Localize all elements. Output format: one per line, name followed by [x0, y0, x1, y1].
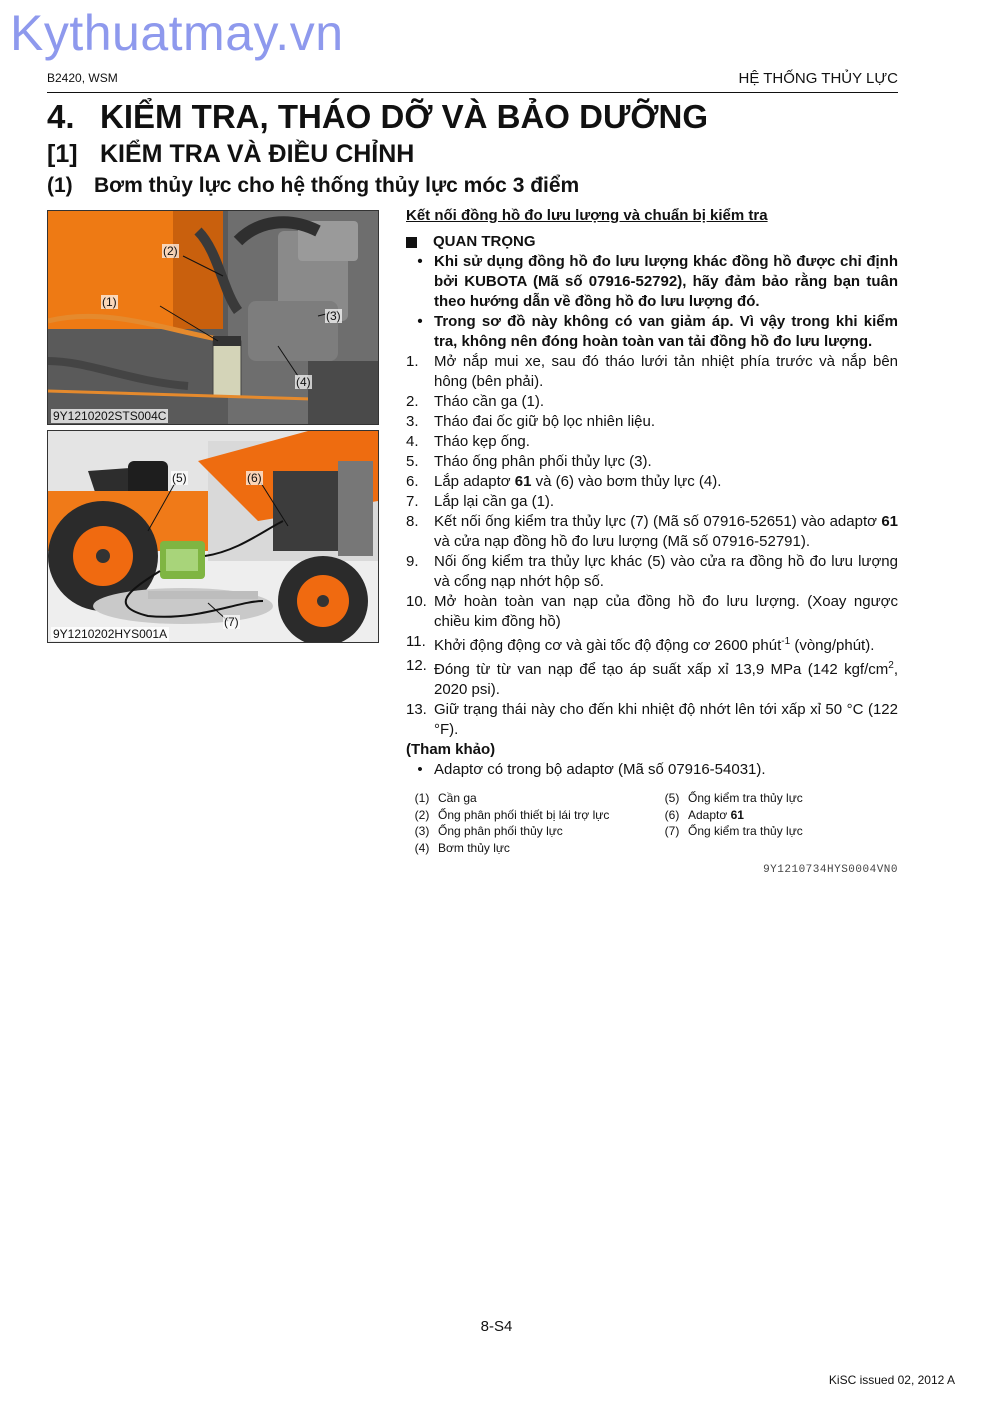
legend	[406, 790, 898, 856]
step-item	[406, 492, 898, 512]
adapter-code: 61	[514, 473, 532, 490]
step-item	[406, 656, 898, 700]
step-text: Mở nắp mui xe, sau đó tháo lưới tản nhiệt phía trước và nắp bên hông (bên phải).	[434, 353, 898, 390]
list-item	[406, 312, 898, 352]
legend-number: (4)	[414, 840, 430, 855]
legend-number: (2)	[414, 807, 430, 822]
photo-code: 9Y1210202STS004C	[53, 409, 167, 423]
step-number: 9.	[406, 553, 419, 570]
callout-7: (7)	[224, 615, 239, 629]
step-item	[406, 700, 898, 740]
step-text-part: Khởi động động cơ và gài tốc độ động cơ 2600 phút	[434, 637, 782, 654]
square-bullet-icon	[406, 237, 417, 248]
step-item	[406, 512, 898, 552]
important-heading	[406, 232, 898, 252]
watermark: Kythuatmay.vn	[10, 5, 344, 61]
reference-list	[406, 760, 898, 780]
legend-text: Ống kiểm tra thủy lực	[688, 791, 803, 805]
legend-item	[406, 790, 656, 807]
document-id: 9Y1210734HYS0004VN0	[763, 864, 898, 876]
legend-text: Ống phân phối thiết bị lái trợ lực	[438, 807, 610, 822]
step-number: 1.	[406, 353, 419, 370]
topic-title-text: Bơm thủy lực cho hệ thống thủy lực móc 3 điểm	[94, 174, 580, 197]
procedure-column	[406, 206, 898, 880]
step-item	[406, 452, 898, 472]
legend-text	[688, 807, 744, 824]
legend-number: (6)	[664, 807, 680, 822]
step-number: 10.	[406, 593, 427, 610]
legend-item	[656, 790, 898, 807]
step-text: Tháo ống phân phối thủy lực (3).	[434, 453, 652, 470]
tractor-illustration	[48, 431, 378, 642]
legend-item	[656, 823, 898, 840]
step-text	[434, 656, 898, 700]
subsection-title-text: KIỂM TRA VÀ ĐIỀU CHỈNH	[100, 140, 415, 168]
important-list	[406, 252, 898, 352]
important-label: QUAN TRỌNG	[433, 233, 536, 250]
reference-label: (Tham khảo)	[406, 741, 496, 758]
step-item	[406, 392, 898, 412]
step-number: 4.	[406, 433, 419, 450]
subsection-number: [1]	[47, 140, 78, 168]
important-text: Khi sử dụng đồng hồ đo lưu lượng khác đồng hồ được chỉ định bởi KUBOTA (Mã số 07916-52792), hãy đảm bảo rằng bạn tuân theo hướng dẫn về đồng hồ đo lưu lượng đó.	[434, 253, 898, 310]
callout-6: (6)	[247, 471, 262, 485]
legend-text: Cần ga	[438, 791, 477, 805]
step-item	[406, 352, 898, 392]
legend-number: (1)	[414, 791, 430, 805]
page-number: 8-S4	[480, 1318, 513, 1335]
legend-number: (3)	[414, 824, 430, 838]
bullet-icon: •	[417, 253, 423, 270]
legend-text-part: Adaptơ	[688, 807, 731, 822]
section-title-text: KIỂM TRA, THÁO DỠ VÀ BẢO DƯỠNG	[100, 98, 709, 135]
step-text-part: Kết nối ống kiểm tra thủy lực (7) (Mã số 07916-52651) vào adaptơ	[434, 513, 882, 530]
legend-column-right	[656, 790, 898, 856]
step-number: 5.	[406, 453, 419, 470]
callout-4: (4)	[296, 375, 311, 389]
step-number: 13.	[406, 701, 427, 718]
subsection-title	[47, 140, 414, 169]
header-rule	[47, 92, 898, 93]
step-text: Nối ống kiểm tra thủy lực khác (5) vào cửa ra đồng hồ đo lưu lượng và cổng nạp nhớt hộp số.	[434, 553, 898, 590]
superscript: 2	[888, 660, 894, 671]
step-text	[434, 472, 898, 492]
step-number: 6.	[406, 473, 419, 490]
legend-item	[406, 807, 656, 824]
step-text	[434, 512, 898, 552]
callout-2: (2)	[163, 244, 178, 258]
step-text: Mở hoàn toàn van nạp của đồng hồ đo lưu lượng. (Xoay ngược chiều kim đồng hồ)	[434, 593, 898, 630]
header-section: HỆ THỐNG THỦY LỰC	[738, 70, 898, 87]
engine-photo	[47, 210, 379, 425]
step-text: Giữ trạng thái này cho đến khi nhiệt độ nhớt lên tới xấp xỉ 50 °C (122 °F).	[434, 701, 898, 738]
step-number: 7.	[406, 493, 419, 510]
step-text: Lắp lại cần ga (1).	[434, 493, 555, 510]
step-item	[406, 632, 898, 656]
step-text-part: Đóng từ từ van nạp để tạo áp suất xấp xỉ 13,9 MPa (142 kgf/cm	[434, 661, 889, 678]
topic-title	[47, 174, 579, 198]
topic-number: (1)	[47, 174, 73, 197]
step-item	[406, 432, 898, 452]
callout-1: (1)	[102, 295, 117, 309]
steps-list	[406, 352, 898, 740]
step-text-part: Lắp adaptơ	[434, 473, 515, 490]
bullet-icon: •	[417, 313, 423, 330]
step-number: 8.	[406, 513, 419, 530]
adapter-code: 61	[881, 513, 898, 530]
adapter-code: 61	[730, 807, 744, 822]
step-text-part: và (6) vào bơm thủy lực (4).	[531, 473, 722, 490]
section-number: 4.	[47, 98, 75, 135]
legend-item	[406, 823, 656, 840]
step-text: Tháo đai ốc giữ bộ lọc nhiên liệu.	[434, 413, 656, 430]
legend-column-left	[406, 790, 656, 856]
step-text-part: và cửa nạp đồng hồ đo lưu lượng (Mã số 07916-52791).	[434, 533, 811, 550]
section-title	[47, 98, 708, 136]
photo-code: 9Y1210202HYS001A	[53, 627, 168, 641]
list-item	[406, 760, 898, 780]
step-item	[406, 592, 898, 632]
important-text: Trong sơ đồ này không có van giảm áp. Vì vậy trong khi kiểm tra, không nên đóng hoàn toàn van tải đồng hồ đo lưu lượng.	[434, 313, 898, 350]
issue-info: KiSC issued 02, 2012 A	[828, 1373, 955, 1387]
step-number: 12.	[406, 657, 427, 674]
step-text-part: , 2020 psi).	[434, 661, 898, 698]
step-text	[434, 632, 898, 656]
callout-3: (3)	[326, 309, 341, 323]
callout-5: (5)	[172, 471, 187, 485]
step-item	[406, 472, 898, 492]
step-number: 3.	[406, 413, 419, 430]
step-number: 2.	[406, 393, 419, 410]
step-number: 11.	[406, 633, 426, 650]
bullet-icon: •	[417, 761, 423, 778]
step-text: Tháo kẹp ống.	[434, 433, 530, 450]
procedure-subtitle: Kết nối đồng hồ đo lưu lượng và chuẩn bị kiểm tra	[406, 207, 768, 224]
step-text-part: (vòng/phút).	[790, 637, 875, 654]
legend-item	[656, 807, 898, 824]
legend-item	[406, 840, 656, 857]
step-text: Tháo cần ga (1).	[434, 393, 545, 410]
header-model: B2420, WSM	[47, 71, 118, 85]
legend-text: Ống phân phối thủy lực	[438, 824, 563, 838]
legend-text: Ống kiểm tra thủy lực	[688, 824, 803, 838]
step-item	[406, 552, 898, 592]
superscript: -1	[781, 636, 791, 647]
reference-text: Adaptơ có trong bộ adaptơ (Mã số 07916-54031).	[434, 761, 766, 778]
legend-number: (5)	[664, 791, 680, 805]
step-item	[406, 412, 898, 432]
list-item	[406, 252, 898, 312]
legend-number: (7)	[664, 824, 680, 838]
legend-text: Bơm thủy lực	[438, 840, 510, 855]
tractor-photo	[47, 430, 379, 643]
